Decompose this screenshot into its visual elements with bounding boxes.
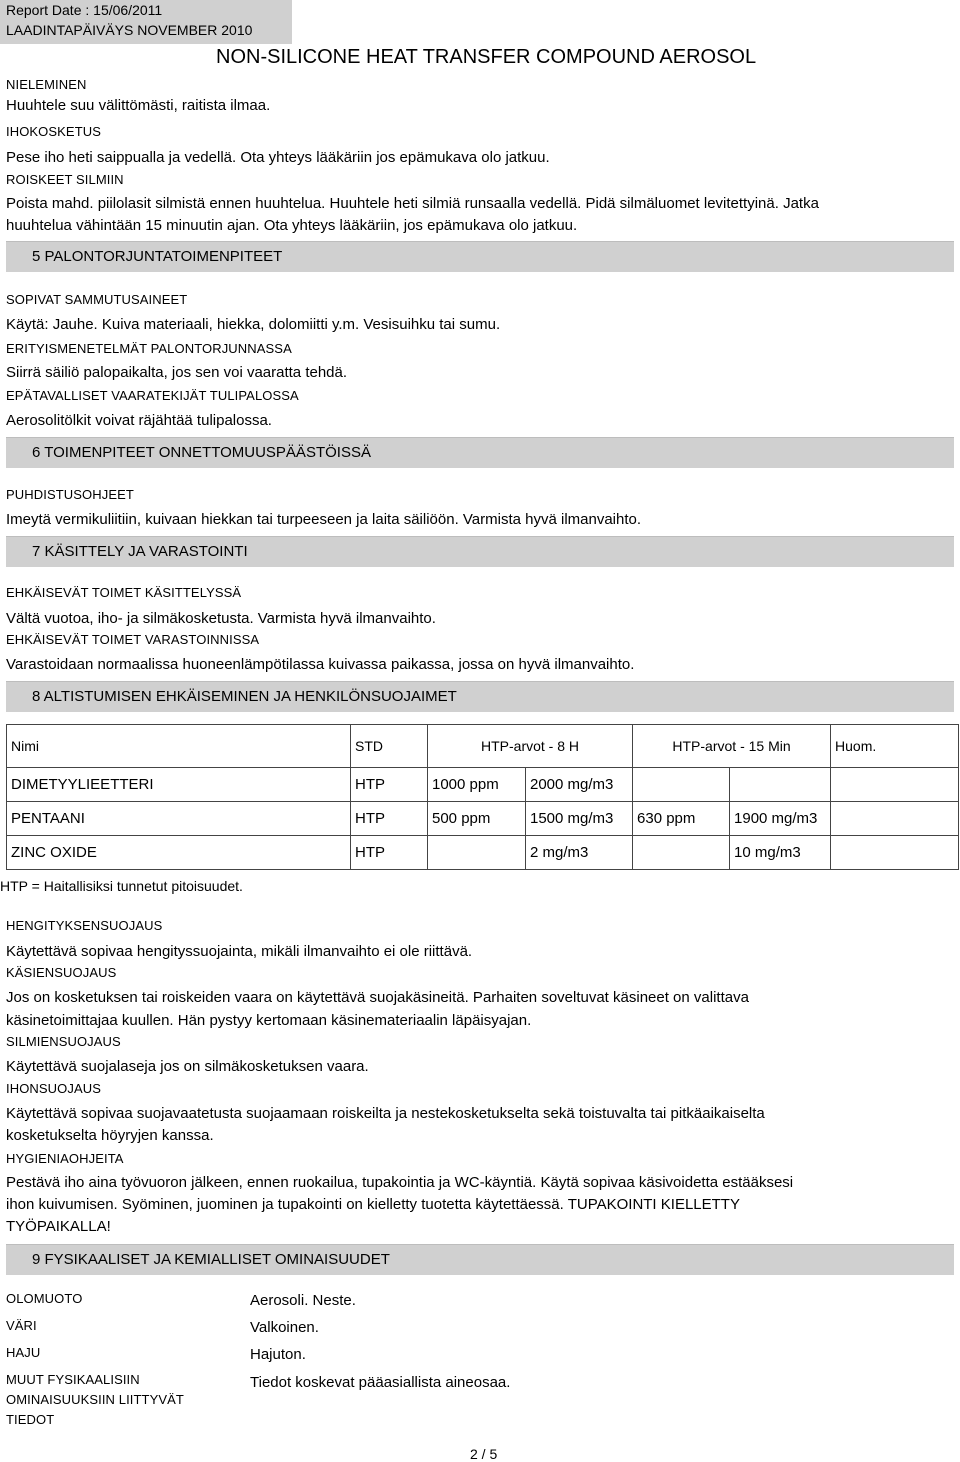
ingestion-text: Huuhtele suu välittömästi, raitista ilmaa.	[6, 97, 271, 114]
table-cell	[633, 768, 730, 802]
appearance-label: OLOMUOTO	[6, 1291, 83, 1306]
table-cell: 10 mg/m3	[730, 836, 831, 870]
revision-date: LAADINTAPÄIVÄYS NOVEMBER 2010	[6, 22, 253, 38]
other-info-label-end: TIEDOT	[6, 1412, 55, 1427]
column-header-remarks: Huom.	[831, 725, 959, 768]
skin-contact-text: Pese iho heti saippualla ja vedellä. Ota yhteys lääkäriin jos epämukava olo jatkuu.	[6, 149, 550, 166]
table-note: HTP = Haitallisiksi tunnetut pitoisuudet.	[0, 878, 243, 894]
extinguishing-media-text: Käytä: Jauhe. Kuiva materiaali, hiekka, dolomiitti y.m. Vesisuihku tai sumu.	[6, 316, 501, 333]
report-date: Report Date : 15/06/2011	[6, 2, 163, 18]
section-8-header	[6, 681, 954, 712]
section-9-title: 9 FYSIKAALISET JA KEMIALLISET OMINAISUUDET	[32, 1251, 390, 1268]
exposure-limits-table	[6, 724, 959, 870]
table-row	[7, 836, 959, 870]
odour-value: Hajuton.	[250, 1346, 306, 1363]
product-title: NON-SILICONE HEAT TRANSFER COMPOUND AEROSOL	[216, 46, 757, 68]
extinguishing-media-heading: SOPIVAT SAMMUTUSAINEET	[6, 292, 188, 307]
cleanup-heading: PUHDISTUSOHJEET	[6, 487, 134, 502]
table-cell	[428, 836, 526, 870]
firefighting-procedures-text: Siirrä säiliö palopaikalta, jos sen voi vaaratta tehdä.	[6, 364, 348, 381]
fire-hazards-heading: EPÄTAVALLISET VAARATEKIJÄT TULIPALOSSA	[6, 388, 299, 403]
colour-value: Valkoinen.	[250, 1319, 319, 1336]
eye-contact-text-cont: huuhtelua vähintään 15 minuutin ajan. Ota yhteys lääkäriin, jos epämukava olo jatkuu.	[6, 217, 578, 234]
table-cell: 2000 mg/m3	[526, 768, 633, 802]
hand-protection-heading: KÄSIENSUOJAUS	[6, 965, 117, 980]
firefighting-procedures-heading: ERITYISMENETELMÄT PALONTORJUNNASSA	[6, 341, 292, 356]
table-cell: 2 mg/m3	[526, 836, 633, 870]
hygiene-text: Pestävä iho aina työvuoron jälkeen, ennen ruokailua, tupakointia ja WC-käyntiä. Käytä sopivaa käsivoidetta estääksesi	[6, 1174, 794, 1191]
table-cell: 1000 ppm	[428, 768, 526, 802]
table-cell: HTP	[351, 768, 428, 802]
respiratory-text: Käytettävä sopivaa hengityssuojainta, mikäli ilmanvaihto ei ole riittävä.	[6, 943, 473, 960]
table-row	[7, 802, 959, 836]
table-cell: 1900 mg/m3	[730, 802, 831, 836]
odour-label: HAJU	[6, 1345, 41, 1360]
table-cell: 630 ppm	[633, 802, 730, 836]
table-cell	[831, 768, 959, 802]
table-cell: HTP	[351, 802, 428, 836]
section-5-title: 5 PALONTORJUNTATOIMENPITEET	[32, 248, 283, 265]
section-7-title: 7 KÄSITTELY JA VARASTOINTI	[32, 543, 248, 560]
column-header-15min: HTP-arvot - 15 Min	[633, 725, 831, 768]
section-9-header	[6, 1244, 954, 1275]
skin-protection-text: Käytettävä sopivaa suojavaatetusta suojaamaan roiskeilta ja nestekosketukselta sekä toistuvalta tai pitkäaikaiselta	[6, 1105, 765, 1122]
table-cell	[831, 802, 959, 836]
skin-protection-text-cont: kosketukselta höyryjen kanssa.	[6, 1127, 214, 1144]
column-header-8h: HTP-arvot - 8 H	[428, 725, 633, 768]
colour-label: VÄRI	[6, 1318, 37, 1333]
eye-contact-heading: ROISKEET SILMIIN	[6, 172, 124, 187]
handling-text: Vältä vuotoa, iho- ja silmäkosketusta. Varmista hyvä ilmanvaihto.	[6, 610, 436, 627]
storage-heading: EHKÄISEVÄT TOIMET VARASTOINNISSA	[6, 632, 260, 647]
section-6-title: 6 TOIMENPITEET ONNETTOMUUSPÄÄSTÖISSÄ	[32, 444, 371, 461]
other-info-label-cont: OMINAISUUKSIIN LIITTYVÄT	[6, 1392, 184, 1407]
eye-protection-heading: SILMIENSUOJAUS	[6, 1034, 121, 1049]
table-cell: HTP	[351, 836, 428, 870]
cleanup-text: Imeytä vermikuliitiin, kuivaan hiekkan tai turpeeseen ja laita säiliöön. Varmista hyvä ilmanvaihto.	[6, 511, 642, 528]
ingestion-heading: NIELEMINEN	[6, 77, 87, 92]
table-cell: ZINC OXIDE	[7, 836, 351, 870]
skin-contact-heading: IHOKOSKETUS	[6, 124, 102, 139]
table-cell: 1500 mg/m3	[526, 802, 633, 836]
table-row	[7, 768, 959, 802]
section-5-header	[6, 241, 954, 272]
other-info-value: Tiedot koskevat pääasiallista aineosaa.	[250, 1374, 511, 1391]
respiratory-heading: HENGITYKSENSUOJAUS	[6, 918, 163, 933]
section-8-title: 8 ALTISTUMISEN EHKÄISEMINEN JA HENKILÖNSUOJAIMET	[32, 688, 457, 705]
hand-protection-text-cont: käsinetoimittajaa kuullen. Hän pystyy kertomaan käsinemateriaalin läpäisyajan.	[6, 1012, 532, 1029]
hygiene-text-cont: ihon kuivumisen. Syöminen, juominen ja tupakointi on kielletty tuotetta käytettäessä. TUPAKOINTI KIELLETTY	[6, 1196, 740, 1213]
table-cell	[730, 768, 831, 802]
section-6-header	[6, 437, 954, 468]
hand-protection-text: Jos on kosketuksen tai roiskeiden vaara on käytettävä suojakäsineitä. Parhaiten soveltuvat käsineet on valittava	[6, 989, 749, 1006]
appearance-value: Aerosoli. Neste.	[250, 1292, 356, 1309]
section-7-header	[6, 536, 954, 567]
other-info-label: MUUT FYSIKAALISIIN	[6, 1372, 140, 1387]
page-number: 2 / 5	[470, 1446, 498, 1462]
table-cell: DIMETYYLIEETTERI	[7, 768, 351, 802]
storage-text: Varastoidaan normaalissa huoneenlämpötilassa kuivassa paikassa, jossa on hyvä ilmanvaihto.	[6, 656, 635, 673]
hygiene-heading: HYGIENIAOHJEITA	[6, 1151, 124, 1166]
hygiene-text-end: TYÖPAIKALLA!	[6, 1218, 111, 1235]
eye-contact-text: Poista mahd. piilolasit silmistä ennen huuhtelua. Huuhtele heti silmiä runsaalla vedellä. Pidä silmäluomet levitettyinä. Jatka	[6, 195, 819, 212]
table-cell: 500 ppm	[428, 802, 526, 836]
table-cell	[633, 836, 730, 870]
table-cell	[831, 836, 959, 870]
fire-hazards-text: Aerosolitölkit voivat räjähtää tulipalossa.	[6, 412, 272, 429]
eye-protection-text: Käytettävä suojalaseja jos on silmäkosketuksen vaara.	[6, 1058, 369, 1075]
column-header-name: Nimi	[7, 725, 351, 768]
table-cell: PENTAANI	[7, 802, 351, 836]
table-header-row	[7, 725, 959, 768]
skin-protection-heading: IHONSUOJAUS	[6, 1081, 102, 1096]
column-header-std: STD	[351, 725, 428, 768]
handling-heading: EHKÄISEVÄT TOIMET KÄSITTELYSSÄ	[6, 585, 242, 600]
